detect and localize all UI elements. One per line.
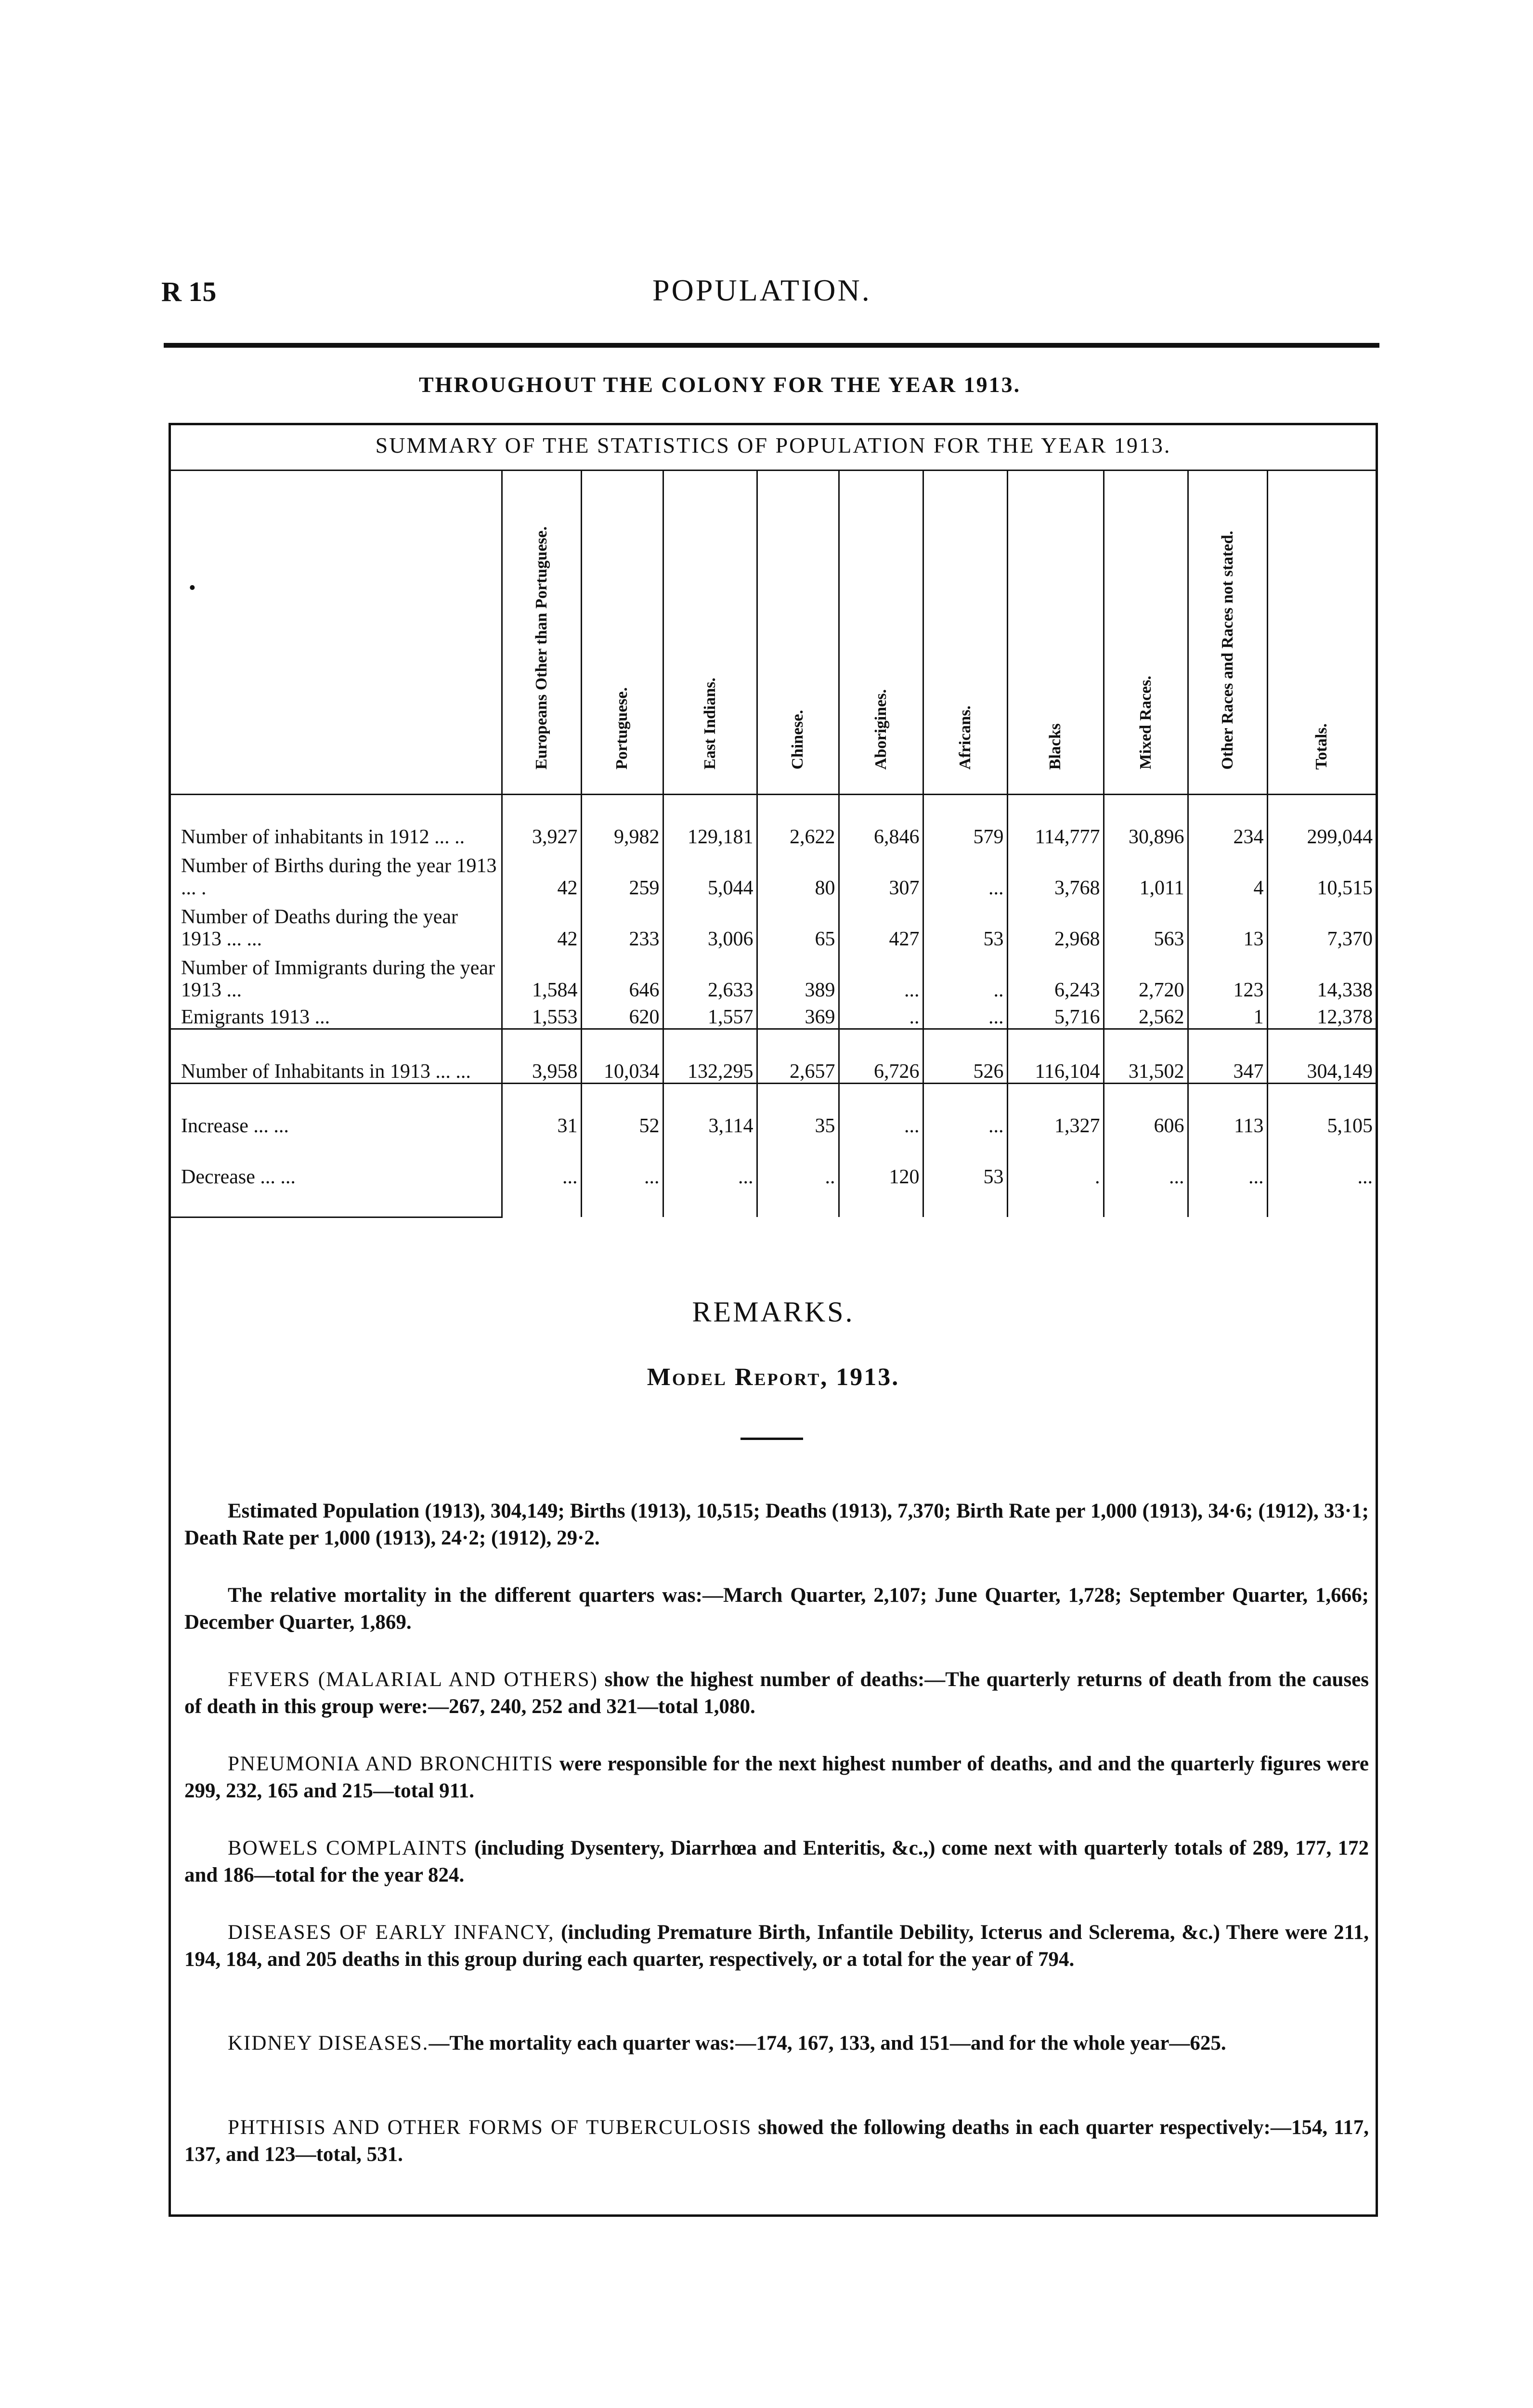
table-cell: 42 xyxy=(502,899,581,950)
table-cell: ... xyxy=(1267,1137,1376,1188)
table-cell: 299,044 xyxy=(1267,795,1376,849)
table-cell: 2,657 xyxy=(757,1029,839,1084)
table-cell: 389 xyxy=(757,950,839,1001)
table-cell: 13 xyxy=(1188,899,1267,950)
table-cell: . xyxy=(1007,1137,1104,1188)
table-cell: 2,562 xyxy=(1104,1001,1188,1029)
column-header: Other Races and Races not stated. xyxy=(1188,471,1267,795)
table-cell: 30,896 xyxy=(1104,795,1188,849)
table-cell: ... xyxy=(923,1001,1007,1029)
page-title: POPULATION. xyxy=(652,273,871,307)
column-header: Portuguese. xyxy=(581,471,663,795)
table-cell: 233 xyxy=(581,899,663,950)
table-cell: 369 xyxy=(757,1001,839,1029)
table-cell: 3,927 xyxy=(502,795,581,849)
table-cell: ... xyxy=(923,848,1007,899)
table-row xyxy=(169,795,1376,849)
row-label: Increase ... ... xyxy=(169,1084,502,1138)
table-cell: 2,968 xyxy=(1007,899,1104,950)
table-cell: 646 xyxy=(581,950,663,1001)
table-cell: 4 xyxy=(1188,848,1267,899)
table-cell: ... xyxy=(581,1137,663,1188)
table-cell: 1,557 xyxy=(663,1001,757,1029)
table-cell: 6,846 xyxy=(839,795,923,849)
table-cell: 31 xyxy=(502,1084,581,1138)
row-label: Number of inhabitants in 1912 ... .. xyxy=(169,795,502,849)
table-cell: 132,295 xyxy=(663,1029,757,1084)
row-label: Emigrants 1913 ... xyxy=(181,1006,330,1028)
table-row xyxy=(169,899,1376,950)
column-header: Africans. xyxy=(923,471,1007,795)
table-cell: 42 xyxy=(502,848,581,899)
table-row xyxy=(169,950,1376,1001)
table-cell: ... xyxy=(663,1137,757,1188)
table-cell: 1,327 xyxy=(1007,1084,1104,1138)
table-cell: ... xyxy=(923,1084,1007,1138)
table-cell: 579 xyxy=(923,795,1007,849)
table-row xyxy=(169,1137,1376,1188)
remarks-paragraph: BOWELS COMPLAINTS (including Dysentery, Diarrhœa and Enteritis, &c.,) come next with quarterly totals of 289, 177, 172 and 186—total for the year 824. xyxy=(184,1837,1369,1886)
table-cell: 606 xyxy=(1104,1084,1188,1138)
table-cell: 35 xyxy=(757,1084,839,1138)
table-row xyxy=(169,1084,1376,1138)
table-cell: 12,378 xyxy=(1267,1001,1376,1029)
column-header: Europeans Other than Portuguese. xyxy=(502,471,581,795)
short-rule xyxy=(741,1438,803,1440)
table-row-spacer xyxy=(169,1188,1376,1217)
table-cell: 116,104 xyxy=(1007,1029,1104,1084)
table-cell: 14,338 xyxy=(1267,950,1376,1001)
table-cell: 234 xyxy=(1188,795,1267,849)
table-cell: 2,633 xyxy=(663,950,757,1001)
table-cell: 123 xyxy=(1188,950,1267,1001)
table-row xyxy=(169,1029,1376,1084)
table-cell: 2,622 xyxy=(757,795,839,849)
table-cell: 5,044 xyxy=(663,848,757,899)
table-cell: 114,777 xyxy=(1007,795,1104,849)
header-rule xyxy=(164,343,1379,348)
remarks-paragraph: PNEUMONIA AND BRONCHITIS were responsible for the next highest number of deaths, and and the quarterly figures were 299, 232, 165 and 215—total 911. xyxy=(184,1753,1369,1802)
table-cell: 5,105 xyxy=(1267,1084,1376,1138)
table-cell: 526 xyxy=(923,1029,1007,1084)
page-subtitle: THROUGHOUT THE COLONY FOR THE YEAR 1913. xyxy=(419,372,1021,397)
table-cell: ... xyxy=(1104,1137,1188,1188)
table-cell: ... xyxy=(502,1137,581,1188)
table-cell: 7,370 xyxy=(1267,899,1376,950)
table-cell: 10,034 xyxy=(581,1029,663,1084)
table-header-row xyxy=(169,471,1376,795)
table-cell: 113 xyxy=(1188,1084,1267,1138)
remarks-paragraph: DISEASES OF EARLY INFANCY, (including Premature Birth, Infantile Debility, Icterus and Sclerema, &c.) There were 211, 194, 184, and 205 deaths in this group during each quarter, respectively, or a total for the year of 794. xyxy=(184,1921,1369,1971)
column-header: Totals. xyxy=(1267,471,1376,795)
table-cell: 65 xyxy=(757,899,839,950)
table-cell: 347 xyxy=(1188,1029,1267,1084)
corner-cell: • xyxy=(189,577,196,599)
row-label: Number of Deaths during the year 1913 ... ... xyxy=(181,906,458,950)
table-cell: 3,958 xyxy=(502,1029,581,1084)
row-label: Number of Inhabitants in 1913 ... ... xyxy=(169,1029,502,1084)
table-cell: ... xyxy=(839,950,923,1001)
table-cell: .. xyxy=(757,1137,839,1188)
column-header: Chinese. xyxy=(757,471,839,795)
table-cell: 620 xyxy=(581,1001,663,1029)
table-cell: 2,720 xyxy=(1104,950,1188,1001)
table-cell: 129,181 xyxy=(663,795,757,849)
table-cell: 6,726 xyxy=(839,1029,923,1084)
table-cell: ... xyxy=(1188,1137,1267,1188)
column-header: Aborigines. xyxy=(839,471,923,795)
table-row xyxy=(169,1001,1376,1029)
remarks-subtitle: Model Report, 1913. xyxy=(647,1363,900,1391)
table-cell: 3,006 xyxy=(663,899,757,950)
table-cell: 3,114 xyxy=(663,1084,757,1138)
table-cell: 307 xyxy=(839,848,923,899)
column-header: Mixed Races. xyxy=(1104,471,1188,795)
remarks-paragraph: The relative mortality in the different quarters was:—March Quarter, 2,107; June Quarter, 1,728; September Quarter, 1,666; December Quarter, 1,869. xyxy=(184,1584,1369,1634)
table-cell: 53 xyxy=(923,899,1007,950)
population-table xyxy=(169,471,1376,1218)
table-cell: 427 xyxy=(839,899,923,950)
table-cell: 9,982 xyxy=(581,795,663,849)
row-label: Number of Births during the year 1913 ... . xyxy=(181,855,497,899)
page-reference: R 15 xyxy=(161,276,217,307)
column-header: Blacks xyxy=(1007,471,1104,795)
row-label: Number of Immigrants during the year 1913 ... xyxy=(181,957,495,1001)
table-cell: 120 xyxy=(839,1137,923,1188)
table-cell: 53 xyxy=(923,1137,1007,1188)
table-cell: 6,243 xyxy=(1007,950,1104,1001)
remarks-paragraph: FEVERS (MALARIAL AND OTHERS) show the highest number of deaths:—The quarterly returns of death from the causes of death in this group were:—267, 240, 252 and 321—total 1,080. xyxy=(184,1668,1369,1718)
table-cell: 31,502 xyxy=(1104,1029,1188,1084)
table-cell: ... xyxy=(839,1084,923,1138)
table-cell: 5,716 xyxy=(1007,1001,1104,1029)
row-label: Decrease ... ... xyxy=(181,1166,296,1188)
table-cell: 80 xyxy=(757,848,839,899)
table-cell: 304,149 xyxy=(1267,1029,1376,1084)
table-cell: 52 xyxy=(581,1084,663,1138)
table-cell: 1 xyxy=(1188,1001,1267,1029)
table-caption: SUMMARY OF THE STATISTICS OF POPULATION FOR THE YEAR 1913. xyxy=(375,433,1171,458)
remarks-paragraph: KIDNEY DISEASES.—The mortality each quarter was:—174, 167, 133, and 151—and for the whole year—625. xyxy=(228,2032,1226,2055)
table-cell: .. xyxy=(839,1001,923,1029)
column-header: East Indians. xyxy=(663,471,757,795)
remarks-title: REMARKS. xyxy=(692,1296,855,1328)
table-cell: 3,768 xyxy=(1007,848,1104,899)
table-cell: 563 xyxy=(1104,899,1188,950)
remarks-paragraph: Estimated Population (1913), 304,149; Births (1913), 10,515; Deaths (1913), 7,370; Birth Rate per 1,000 (1913), 34·6; (1912), 33·1; Death Rate per 1,000 (1913), 24·2; (1912), 29·2. xyxy=(184,1500,1369,1549)
table-cell: 1,584 xyxy=(502,950,581,1001)
table-cell: .. xyxy=(923,950,1007,1001)
remarks-paragraph: PHTHISIS AND OTHER FORMS OF TUBERCULOSIS showed the following deaths in each quarter respectively:—154, 117, 137, and 123—total, 531. xyxy=(184,2116,1369,2166)
table-cell: 259 xyxy=(581,848,663,899)
table-cell: 1,011 xyxy=(1104,848,1188,899)
table-row xyxy=(169,848,1376,899)
table-cell: 10,515 xyxy=(1267,848,1376,899)
table-cell: 1,553 xyxy=(502,1001,581,1029)
